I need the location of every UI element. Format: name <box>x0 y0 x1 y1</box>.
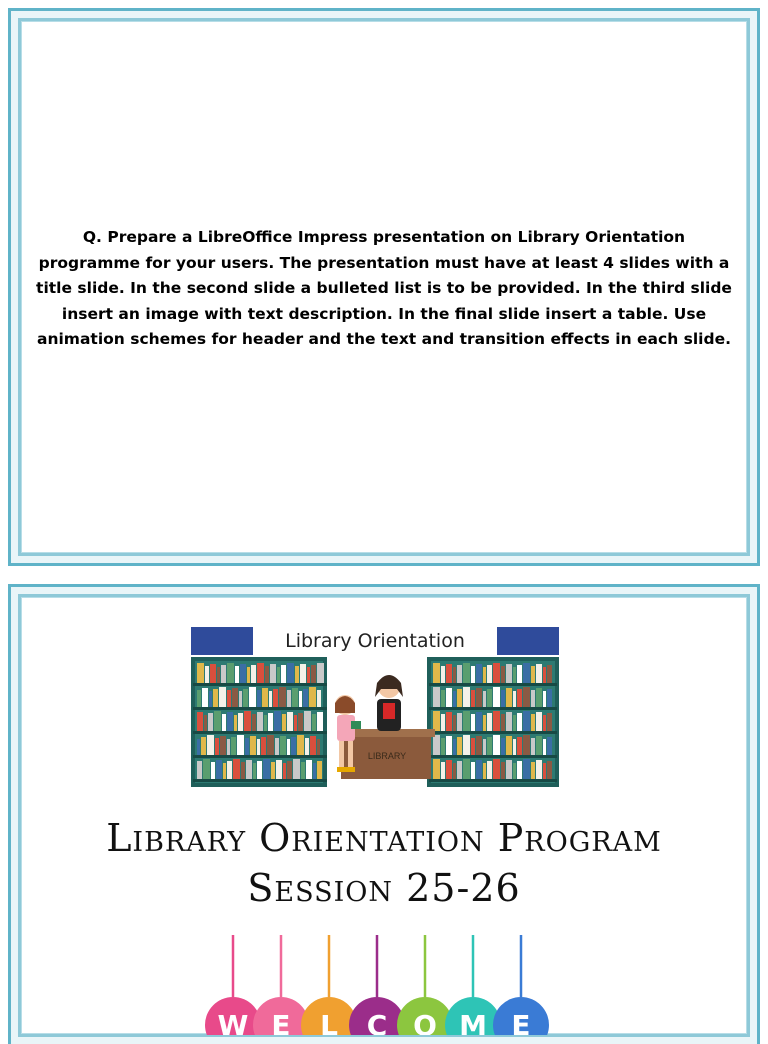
left-shelf-top <box>191 627 253 655</box>
library-illustration <box>191 623 559 789</box>
desk-label: LIBRARY <box>367 751 407 761</box>
title-slide <box>8 584 760 1044</box>
welcome-letter: L <box>320 1009 338 1035</box>
welcome-letter: O <box>413 1009 437 1035</box>
presentation-title <box>11 813 757 913</box>
question-slide <box>8 8 760 566</box>
welcome-letter: E <box>271 1009 291 1035</box>
banner-title: Library Orientation <box>285 630 465 652</box>
right-bookcase <box>427 657 559 787</box>
welcome-letter: W <box>217 1009 249 1035</box>
left-bookcase <box>191 657 327 787</box>
title-line-1: Library Orientation Program <box>106 816 662 860</box>
welcome-balloons-graphic <box>201 935 581 1035</box>
right-shelf-top <box>497 627 559 655</box>
library-orientation-banner-image <box>191 623 559 789</box>
welcome-letter: C <box>366 1009 388 1035</box>
question-text: Q. Prepare a LibreOffice Impress presentation on Library Orientation programme for your users. The presentation must have at least 4 slides with a title slide. In the second slide a bulleted list is to be provided. In the third slide insert an image with text description. In the final slide insert a table. Use animation schemes for header and the text and transition effects in each slide. <box>36 228 732 348</box>
welcome-letter: M <box>459 1009 487 1035</box>
welcome-letter: E <box>511 1009 531 1035</box>
title-line-2: Session 25-26 <box>247 866 521 910</box>
librarian-figure <box>375 675 403 731</box>
